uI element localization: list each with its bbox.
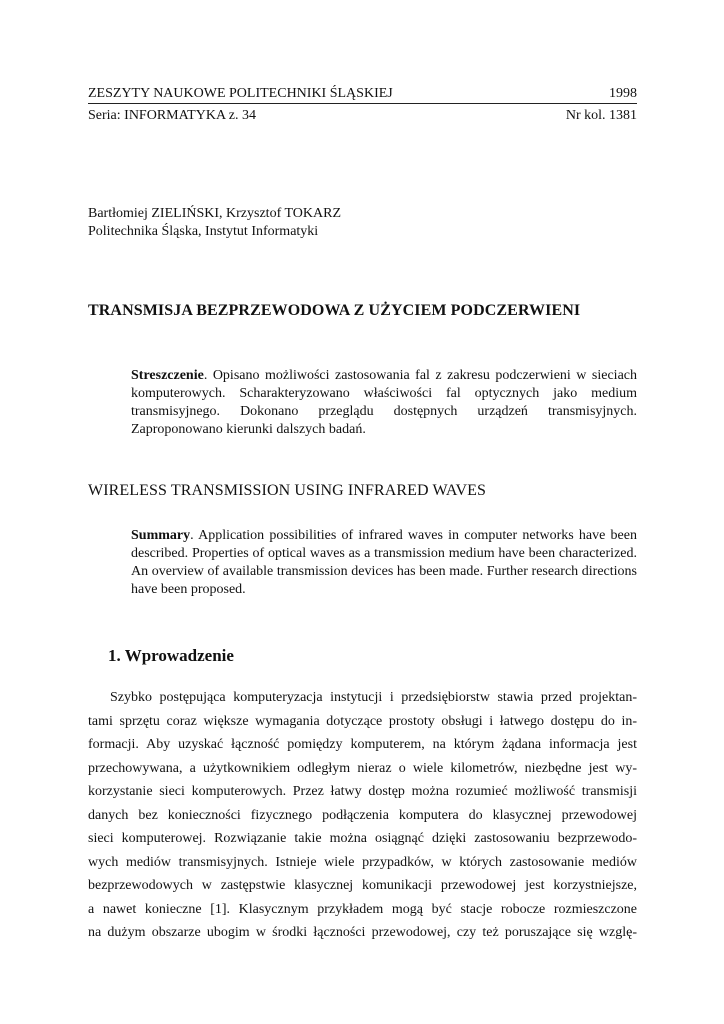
abstract-english-label: Summary xyxy=(131,528,191,543)
body-line: sieci komputerowej. Rozwiązanie takie można osiągnąć dzięki zastosowaniu bezprzewodo- xyxy=(88,831,637,846)
body-line: tami sprzętu coraz większe wymagania dotyczące prostoty obsługi i łatwego dostępu do in- xyxy=(88,713,637,729)
series-name: Seria: INFORMATYKA z. 34 xyxy=(88,108,256,123)
body-line: Szybko postępująca komputeryzacja instytucji i przedsiębiorstw stawia przed projektan- xyxy=(110,690,637,705)
author-names: Bartłomiej ZIELIŃSKI, Krzysztof TOKARZ xyxy=(88,206,341,221)
section-heading: 1. Wprowadzenie xyxy=(108,646,234,665)
abstract-english xyxy=(131,527,637,599)
issue-number: Nr kol. 1381 xyxy=(565,108,637,123)
abstract-english-text: . Application possibilities of infrared waves in computer networks have been described. Properties of optical waves as a transmission medium have been characterized. An overview of available transmission devices has been made. Further research directions have been proposed. xyxy=(131,528,637,597)
paper-title-polish: TRANSMISJA BEZPRZEWODOWA Z UŻYCIEM PODCZERWIENI xyxy=(88,302,581,319)
running-header-top xyxy=(88,86,637,102)
section-body xyxy=(88,686,637,945)
body-line: a nawet konieczne [1]. Klasycznym przykładem mogą być stacje robocze rozmieszczone xyxy=(88,901,637,917)
body-line: na dużym obszarze ubogim w środki łączności przewodowej, czy też poruszające się wzglę- xyxy=(88,925,637,940)
abstract-polish-text: . Opisano możliwości zastosowania fal z zakresu podczerwieni w sieciach komputerowych. Scharakteryzowano właściwości fal optycznych jako medium transmisyjnego. Dokonano przeglądu dostępnych urządzeń transmisyjnych. Zaproponowano kierunki dalszych badań. xyxy=(131,368,637,437)
paper-title-english: WIRELESS TRANSMISSION USING INFRARED WAVES xyxy=(88,482,487,499)
body-line: danych bez konieczności fizycznego podłączenia komputera do klasycznej przewodowej xyxy=(88,807,637,823)
header-rule xyxy=(88,103,637,104)
abstract-polish-label: Streszczenie xyxy=(131,368,204,383)
author-block xyxy=(88,205,341,241)
publication-year: 1998 xyxy=(609,86,637,101)
running-header-bottom xyxy=(88,108,637,124)
body-line: korzystanie sieci komputerowych. Przez łatwy dostęp można rozumieć możliwość transmisji xyxy=(88,784,637,799)
journal-name: ZESZYTY NAUKOWE POLITECHNIKI ŚLĄSKIEJ xyxy=(88,86,393,101)
body-line: przechowywana, a użytkownikiem odległym nieraz o wiele kilometrów, niezbędne jest wy- xyxy=(88,760,637,776)
abstract-polish xyxy=(131,367,637,439)
body-line: formacji. Aby uzyskać łączność pomiędzy komputerem, na którym żądana informacja jest xyxy=(88,737,637,752)
author-affiliation: Politechnika Śląska, Instytut Informatyki xyxy=(88,224,319,239)
body-line: wych mediów transmisyjnych. Istnieje wiele przypadków, w których zastosowanie mediów xyxy=(88,854,637,870)
body-line: bezprzewodowych w zastępstwie klasycznej komunikacji przewodowej jest korzystniejsze, xyxy=(88,878,637,893)
